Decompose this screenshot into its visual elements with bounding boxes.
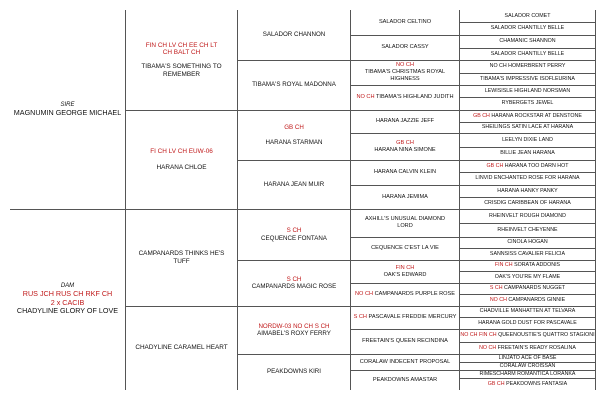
nds-cell: [351, 354, 459, 370]
msd-cell: [351, 237, 459, 260]
dd-sire-titles: NORDW-03 NO CH S CH: [258, 322, 330, 330]
g5-09-name: HARANA ROCKSTAR AT DENSTONE: [491, 112, 582, 119]
ds-sire-name: CEQUENCE FONTANA: [261, 234, 327, 242]
mds-name: OAK'S EDWARD: [383, 271, 427, 278]
g5-28-line: [479, 345, 576, 351]
g5-30: [460, 362, 595, 370]
g5-32-name: PEAKDOWNS FANTASIA: [506, 380, 568, 387]
ndd-cell: [351, 370, 459, 390]
sdd-titles: NO CH: [356, 94, 375, 101]
g5-28-name: FREETAIN'S READY ROSALINA: [497, 344, 576, 351]
g5-22-name: OAK'S YOU'RE MY FLAME: [494, 273, 561, 280]
g5-19: [460, 237, 595, 248]
dam-cell: [10, 209, 125, 390]
g5-06-name: TIBAMA'S IMPRESSIVE ISOFLEURINA: [480, 75, 575, 82]
g5-30-name: CORALAW CROISSAN: [499, 362, 556, 369]
g5-05: [460, 60, 595, 73]
g5-08-name: RYBERGETS JEWEL: [501, 100, 554, 107]
g5-29-name: LINJATO ACE OF BASE: [498, 354, 557, 361]
dam-label: DAM: [60, 282, 75, 289]
dam-titles-2: 2 x CACIB: [50, 297, 85, 307]
g5-25: [460, 306, 595, 317]
dsd-name: HARANA NINA SIMONE: [374, 146, 436, 153]
g5-03-name: CHAMANIC SHANNON: [499, 38, 556, 45]
ds-dam-cell: [238, 260, 350, 306]
g5-11: [460, 133, 595, 147]
s-dam-cell: [126, 110, 237, 209]
sds-titles: NO CH: [395, 62, 415, 69]
nss-titles: S CH: [353, 314, 367, 321]
g5-23-name: CAMPANARDS NUGGET: [504, 285, 566, 292]
g5-21-name: SORATA ADDONIS: [514, 262, 561, 269]
s-dam-name: HARANA CHLOE: [156, 163, 207, 171]
sds-cell: [351, 60, 459, 85]
sire-name: MAGNUMIN GEORGE MICHAEL: [13, 107, 122, 117]
g5-08: [460, 97, 595, 110]
g5-10: [460, 122, 595, 133]
g5-05-name: NO CH HOMERBRENT PERRY: [489, 63, 566, 70]
g5-21: [460, 260, 595, 271]
g5-27-line: [460, 332, 594, 338]
g5-22: [460, 271, 595, 283]
sd-sire-name: HARANA STARMAN: [265, 139, 323, 146]
g5-18: [460, 223, 595, 237]
divider: [595, 10, 596, 390]
g5-31-name: RIMESCHARM ROMANTICA LORANKA: [479, 370, 576, 377]
mds-cell: [351, 260, 459, 283]
g5-03: [460, 35, 595, 48]
g5-21-line: [495, 262, 560, 268]
g5-07-name: LEWISISLE HIGHLAND NORSMAN: [484, 87, 571, 94]
g5-24-line: [490, 297, 565, 303]
dd-sire-cell: [238, 306, 350, 354]
g5-16-name: CRISDIG CARIBBEAN OF HARANA: [484, 199, 571, 206]
ds-sire-cell: [238, 209, 350, 260]
s-sire-titles: FIN CH LV CH EE CH LT CH BALT CH: [145, 41, 218, 57]
g5-20: [460, 248, 595, 260]
ssd-name: SALADOR CASSY: [381, 44, 429, 51]
g5-24-name: CAMPANARDS GINNIE: [508, 296, 566, 303]
dam-titles: RUS JCH RUS CH RKF CH: [22, 289, 113, 299]
g5-09-titles: GB CH: [473, 112, 490, 119]
d-sire-cell: [126, 209, 237, 306]
g5-10-name: SHEILINGS SATIN LACE AT HARANA: [481, 124, 574, 131]
dd-dam-name: PEAKDOWNS KIRI: [267, 368, 321, 376]
dd-dam-cell: [238, 354, 350, 390]
g5-16: [460, 197, 595, 209]
nss-line: [354, 314, 457, 321]
ddd-name: HARANA JEMIMA: [382, 193, 428, 200]
sds-name: TIBAMA'S CHRISTMAS ROYAL HIGHNESS: [364, 69, 446, 82]
sss-name: SALADOR CELTINO: [378, 19, 432, 26]
g5-09: [460, 110, 595, 122]
sd-dam-cell: [238, 160, 350, 209]
mdd-line: [355, 291, 455, 298]
ndd-name: PEAKDOWNS AMASTAR: [372, 376, 438, 383]
g5-04-name: SALADOR CHANTILLY BELLE: [490, 50, 565, 57]
s-sire-cell: [126, 10, 237, 110]
g5-11-name: LEELYN DIXIE LAND: [502, 136, 553, 143]
nss-name: PASCAVALE FREDDIE MERCURY: [368, 314, 457, 321]
g5-26: [460, 317, 595, 329]
dsd-titles: GB CH: [396, 139, 414, 146]
ssd-cell: [351, 35, 459, 60]
g5-18-name: RHEINVELT CHEYENNE: [497, 226, 558, 233]
g5-28-titles: NO CH: [479, 344, 497, 351]
g5-31: [460, 370, 595, 378]
dss-name: HARANA JAZZIE JEFF: [375, 118, 435, 125]
sire-cell: [10, 10, 125, 209]
g5-07: [460, 85, 595, 97]
nss-cell: [351, 306, 459, 329]
dam-name: CHADYLINE GLORY OF LOVE: [16, 306, 119, 316]
ds-dam-name: CAMPANARDS MAGIC ROSE: [251, 283, 337, 290]
ss-dam-cell: [238, 60, 350, 110]
g5-23-line: [490, 285, 565, 291]
g5-29: [460, 354, 595, 362]
g5-28: [460, 342, 595, 354]
mdd-cell: [351, 283, 459, 306]
g5-17-name: RHEINVELT ROUGH DIAMOND: [489, 212, 566, 219]
sdd-name: TIBAMA'S HIGHLAND JUDITH: [375, 94, 454, 101]
g5-13-line: [487, 163, 569, 169]
ss-sire-name: SALADOR CHANNON: [262, 31, 326, 39]
mdd-titles: NO CH: [355, 291, 374, 298]
g5-27-titles: NO CH FIN CH: [460, 332, 497, 339]
g5-14: [460, 172, 595, 185]
dds-name: HARANA CALVIN KLEIN: [373, 169, 437, 176]
sire-label: SIRE: [60, 101, 75, 108]
d-dam-name: CHADYLINE CARAMEL HEART: [135, 344, 228, 352]
mdd-name: CAMPANARDS PURPLE ROSE: [374, 291, 455, 298]
g5-02: [460, 22, 595, 35]
g5-04: [460, 48, 595, 60]
g5-19-name: CINOLA HOGAN: [507, 239, 548, 246]
sd-dam-name: HARANA JEAN MUIR: [263, 180, 325, 188]
g5-32: [460, 378, 595, 390]
dss-cell: [351, 110, 459, 133]
g5-02-name: SALADOR CHANTILLY BELLE: [490, 25, 565, 32]
g5-26-name: HARANA GOLD DUST FOR PASCAVALE: [478, 319, 577, 326]
ss-sire-cell: [238, 10, 350, 60]
g5-17: [460, 209, 595, 223]
sdd-cell: [351, 85, 459, 110]
g5-09-line: [473, 113, 582, 119]
g5-25-name: CHADVILLE MANHATTEN AT TELVARA: [479, 308, 576, 315]
g5-15: [460, 185, 595, 197]
d-sire-name: CAMPANARDS THINKS HE'S TUFF: [138, 249, 225, 265]
g5-23-titles: S CH: [489, 285, 503, 292]
g5-01: [460, 10, 595, 22]
msd-name: CEQUENCE C'EST LA VIE: [371, 245, 439, 252]
ds-dam-titles: S CH: [286, 275, 302, 283]
ss-dam-name: TIBAMA'S ROYAL MADONNA: [252, 81, 336, 89]
g5-24: [460, 294, 595, 306]
g5-21-titles: FIN CH: [494, 262, 513, 269]
g5-12-name: BILLIE JEAN HARANA: [500, 150, 555, 157]
g5-14-name: LINVID ENCHANTED ROSE FOR HARANA: [475, 175, 580, 182]
s-sire-name: TIBAMA'S SOMETHING TO REMEMBER: [141, 63, 222, 78]
g5-01-name: SALADOR COMET: [504, 12, 551, 19]
sd-sire-cell: [238, 110, 350, 160]
g5-13-name: HARANA TOO DARN HOT: [504, 162, 569, 169]
g5-27-name: QUEENOUSTIE'S QUATTRO STAGIONI: [498, 332, 595, 339]
g5-12: [460, 147, 595, 160]
sss-cell: [351, 10, 459, 35]
g5-20-name: SANNSISS CAVALIER FELICIA: [489, 250, 566, 257]
nsd-name: FREETAIN'S QUEEN RECINDINA: [362, 338, 448, 345]
mds-titles: FIN CH: [395, 264, 415, 271]
mss-cell: [351, 209, 459, 237]
g5-32-line: [488, 381, 567, 387]
ddd-cell: [351, 185, 459, 209]
nsd-cell: [351, 329, 459, 354]
sdd-line: [356, 94, 453, 101]
g5-06: [460, 73, 595, 85]
dds-cell: [351, 160, 459, 185]
g5-24-titles: NO CH: [489, 296, 507, 303]
d-dam-cell: [126, 306, 237, 390]
nds-name: CORALAW INDECENT PROPOSAL: [359, 358, 451, 365]
dd-sire-name: AIMABEL'S ROXY FERRY: [257, 330, 331, 337]
g5-23: [460, 283, 595, 294]
mss-name: AXHILL'S UNUSUAL DIAMOND LORD: [364, 216, 446, 229]
g5-13: [460, 160, 595, 172]
dsd-cell: [351, 133, 459, 160]
g5-13-titles: GB CH: [486, 162, 504, 169]
ds-sire-titles: S CH: [286, 227, 302, 235]
s-dam-titles: FI CH LV CH EUW-06: [150, 147, 213, 155]
g5-32-titles: GB CH: [487, 380, 505, 387]
sd-sire-titles: GB CH: [284, 123, 304, 131]
g5-15-name: HARANA HANKY PANKY: [497, 187, 558, 194]
g5-27: [460, 329, 595, 342]
